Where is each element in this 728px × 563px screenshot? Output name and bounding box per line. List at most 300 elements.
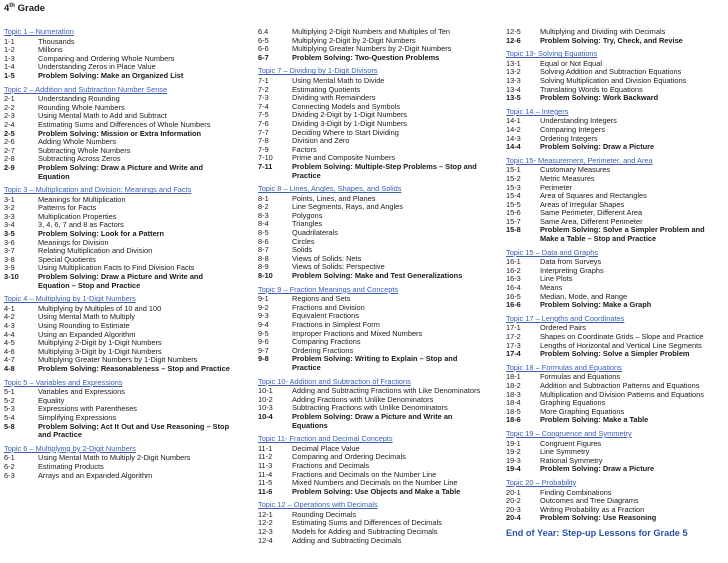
lesson-number: 7-5	[258, 110, 269, 120]
lesson-number: 3-6	[4, 237, 15, 247]
lesson-title: Comparing and Ordering Decimals	[292, 452, 406, 462]
lesson-title: Multiplying 2-Digit by 2-Digit Numbers	[292, 35, 416, 45]
column-1	[4, 28, 230, 485]
lesson-number: 8-1	[258, 193, 269, 203]
lesson-number: 12-5	[506, 27, 521, 36]
lesson-title: Improper Fractions and Mixed Numbers	[292, 328, 423, 338]
topic-heading: Topic 3 – Multiplication and Division: Meanings and Facts	[4, 185, 192, 195]
lesson-title: Fractions in Simplest Form	[292, 320, 380, 329]
topic-section	[506, 315, 724, 359]
lesson-title: Triangles	[292, 219, 323, 229]
lesson-number: 3-9	[4, 263, 15, 273]
lesson-number: 17-4	[506, 349, 521, 359]
lesson-number: 20-4	[506, 513, 521, 523]
lesson-title: Formulas and Equations	[540, 372, 621, 382]
lesson-number: 17-3	[506, 340, 521, 350]
lesson-number: 11-5	[258, 478, 273, 488]
lesson-number: 13-2	[506, 67, 521, 77]
lesson-number: 4-3	[4, 321, 15, 330]
lesson-number: 9-5	[258, 328, 269, 338]
lesson-number: 6-5	[258, 35, 269, 45]
topic-heading: Topic 12 – Operations with Decimals	[258, 500, 378, 510]
lesson-number: 13-4	[506, 84, 521, 94]
lesson-number: 5-4	[4, 412, 15, 422]
lesson-title: Problem Solving: Solve a Simpler Problem and Make a Table – Stop and Practice	[540, 225, 705, 244]
lesson-title: Polygons	[292, 210, 323, 220]
lesson-title: Comparing Integers	[540, 124, 605, 134]
lesson-title: Multiplying 2-Digit by 1-Digit Numbers	[38, 338, 162, 348]
lesson-row	[506, 175, 724, 184]
lesson-row	[506, 440, 724, 449]
lesson-number: 2-8	[4, 154, 15, 164]
lesson-title: 3, 4, 6, 7 and 8 as Factors	[38, 220, 124, 230]
lesson-number: 10-3	[258, 403, 273, 413]
lesson-title: Using Rounding to Estimate	[38, 321, 130, 330]
lesson-number: 10-2	[258, 394, 273, 404]
lesson-number: 11-1	[258, 443, 273, 453]
lesson-number: 20-1	[506, 487, 521, 497]
lesson-title: Problem Solving: Multiple-Step Problems – Stop and Practice	[292, 161, 477, 180]
lesson-title: Problem Solving: Act It Out and Use Reasoning – Stop and Practice	[38, 421, 230, 440]
lesson-number: 18-4	[506, 398, 521, 408]
lesson-title: Special Quotients	[38, 254, 96, 264]
topic-section	[4, 28, 230, 81]
lesson-title: Adding Whole Numbers	[38, 137, 117, 147]
lesson-number: 6.4	[258, 27, 269, 36]
lesson-number: 7-6	[258, 118, 269, 128]
lesson-row	[506, 465, 724, 474]
topic-section	[4, 86, 230, 182]
lesson-row	[258, 355, 483, 372]
lesson-number: 20-3	[506, 504, 521, 514]
lesson-row	[506, 37, 724, 46]
lesson-row	[4, 164, 230, 181]
lesson-number: 6-7	[258, 52, 269, 62]
lesson-title: Using Multiplication Facts to Find Division Facts	[38, 263, 195, 273]
lesson-number: 16-6	[506, 300, 521, 310]
topic-section	[4, 379, 230, 440]
lesson-title: Problem Solving: Reasonableness – Stop and Practice	[38, 363, 230, 373]
lesson-row	[506, 117, 724, 126]
lesson-number: 7-11	[258, 161, 273, 171]
lesson-title: Problem Solving: Draw a Picture	[540, 142, 655, 152]
topic-heading: Topic 9 – Fraction Meanings and Concepts	[258, 284, 399, 294]
lesson-row	[258, 537, 483, 546]
lesson-title: Variables and Expressions	[38, 387, 125, 397]
lesson-number: 8-5	[258, 228, 269, 238]
lesson-number: 12-1	[258, 509, 273, 519]
lesson-number: 12-3	[258, 527, 273, 537]
lesson-title: Subtracting Across Zeros	[38, 154, 121, 164]
lesson-title: Estimating Quotients	[292, 84, 361, 94]
lesson-title: Ordering Integers	[540, 133, 598, 143]
lesson-number: 16-4	[506, 283, 521, 293]
lesson-number: 2-5	[4, 128, 15, 138]
lesson-title: Perimeter	[540, 182, 573, 192]
topic-section	[258, 67, 483, 180]
lesson-number: 19-4	[506, 464, 521, 474]
lesson-number: 11-4	[258, 469, 273, 479]
lesson-title: Estimating Sums and Differences of Decimals	[292, 518, 442, 528]
lesson-title: Understanding Zeros in Place Value	[38, 62, 156, 72]
lesson-title: Equal or Not Equal	[540, 58, 603, 68]
lesson-number: 12-2	[258, 518, 273, 528]
lesson-number: 2-7	[4, 145, 15, 155]
lesson-title: Problem Solving: Look for a Pattern	[38, 229, 165, 239]
lesson-number: 9-8	[258, 354, 269, 364]
lesson-number: 7-1	[258, 75, 269, 85]
lesson-title: Outcomes and Tree Diagrams	[540, 496, 639, 506]
lesson-title: Points, Lines, and Planes	[292, 193, 376, 203]
lesson-title: Line Segments, Rays, and Angles	[292, 202, 403, 212]
lesson-number: 1-4	[4, 62, 15, 72]
lesson-title: Rounding Whole Numbers	[38, 102, 125, 112]
lesson-title: Rational Symmetry	[540, 455, 603, 465]
lesson-title: Shapes on Coordinate Grids – Slope and Practice	[540, 332, 704, 341]
lesson-row	[4, 72, 230, 81]
lesson-number: 7-10	[258, 153, 273, 163]
lesson-number: 10-4	[258, 411, 273, 421]
lesson-title: Solving Multiplication and Division Equations	[540, 75, 687, 85]
lesson-row	[258, 488, 483, 497]
lesson-number: 4-5	[4, 338, 15, 348]
lesson-number: 2-4	[4, 119, 15, 129]
lesson-row	[506, 514, 724, 523]
lesson-number: 6-6	[258, 44, 269, 54]
lesson-number: 7-4	[258, 101, 269, 111]
lesson-title: Comparing Fractions	[292, 337, 361, 347]
lesson-title: Adding and Subtracting Fractions with Like Denominators	[292, 386, 481, 396]
lesson-title: Estimating Products	[38, 461, 104, 471]
lesson-title: Multiplication Properties	[38, 211, 117, 221]
lesson-number: 8-2	[258, 202, 269, 212]
topic-heading: Topic 10- Addition and Subtraction of Fractions	[258, 376, 411, 386]
lesson-title: Multiplying 3-Digit by 1-Digit Numbers	[38, 346, 162, 356]
lesson-number: 15-4	[506, 191, 521, 201]
lesson-title: Multiplying Greater Numbers by 2-Digit Numbers	[292, 44, 452, 54]
lesson-row	[506, 126, 724, 135]
lesson-title: Meanings for Multiplication	[38, 194, 126, 204]
lesson-title: Models for Adding and Subtracting Decimals	[292, 527, 438, 537]
lesson-row	[506, 226, 724, 243]
lesson-title: Estimating Sums and Differences of Whole Numbers	[38, 119, 211, 129]
topic-section	[258, 501, 483, 545]
lesson-number: 7-2	[258, 84, 269, 94]
lesson-title: Problem Solving: Make a Table	[540, 415, 649, 425]
topic-heading: Topic 13- Solving Equations	[506, 49, 598, 59]
lesson-title: More Graphing Equations	[540, 406, 625, 416]
lesson-number: 16-3	[506, 274, 521, 284]
lesson-title: Means	[540, 283, 563, 293]
topic-heading: Topic 15 – Data and Graphs	[506, 247, 599, 257]
lesson-number: 18-2	[506, 380, 521, 390]
lesson-number: 17-2	[506, 332, 521, 341]
lesson-title: Fractions and Division	[292, 302, 365, 312]
lesson-title: Decimal Place Value	[292, 443, 360, 453]
topic-heading: Topic 11- Fraction and Decimal Concepts	[258, 434, 393, 444]
lesson-title: Problem Solving: Draw a Picture	[540, 464, 655, 474]
lesson-number: 8-4	[258, 219, 269, 229]
lesson-number: 3-8	[4, 254, 15, 264]
lesson-number: 9-4	[258, 320, 269, 329]
lesson-title: Interpreting Graphs	[540, 265, 604, 275]
lesson-title: Adding and Subtracting Decimals	[292, 535, 402, 545]
lesson-number: 2-6	[4, 137, 15, 147]
lesson-number: 1-1	[4, 36, 15, 46]
topic-heading: Topic 8 – Lines, Angles, Shapes, and Solids	[258, 184, 402, 194]
lesson-number: 14-1	[506, 116, 521, 126]
lesson-row	[506, 275, 724, 284]
lesson-number: 14-4	[506, 142, 521, 152]
topic-heading: Topic 15- Measurement, Perimeter, and Area	[506, 155, 653, 165]
topic-section	[4, 445, 230, 480]
lesson-row	[506, 166, 724, 175]
lesson-title: Same Area, Different Perimeter	[540, 216, 643, 226]
topic-section	[258, 378, 483, 431]
lesson-number: 5-3	[4, 404, 15, 414]
lesson-title: Fractions and Decimals on the Number Line	[292, 469, 437, 479]
lesson-title: Multiplying 2-Digit Numbers and Multiples of Ten	[292, 27, 451, 36]
topic-heading: Topic 2 – Addition and Subtraction Number Sense	[4, 84, 168, 94]
page-title: 4th Grade	[4, 3, 46, 15]
lesson-number: 16-5	[506, 291, 521, 301]
lesson-number: 3-4	[4, 220, 15, 230]
lesson-title: Millions	[38, 45, 63, 55]
lesson-number: 6-1	[4, 453, 15, 463]
lesson-row	[506, 267, 724, 276]
topic-heading: Topic 14 – Integers	[506, 106, 569, 116]
topic-section	[506, 430, 724, 474]
lesson-number: 8-3	[258, 210, 269, 220]
lesson-title: Problem Solving: Try, Check, and Revise	[540, 35, 683, 45]
lesson-title: Understanding Integers	[540, 116, 617, 126]
topic-heading: Topic 1 – Numeration	[4, 27, 74, 36]
lesson-number: 13-3	[506, 75, 521, 85]
lesson-number: 2-1	[4, 94, 15, 104]
lesson-title: Patterns for Facts	[38, 203, 97, 213]
lesson-title: Congruent Figures	[540, 438, 602, 448]
lesson-title: Same Perimeter, Different Area	[540, 208, 643, 218]
lesson-number: 5-1	[4, 387, 15, 397]
lesson-number: 10-1	[258, 386, 273, 396]
lesson-number: 11-6	[258, 486, 273, 496]
lesson-number: 20-2	[506, 496, 521, 506]
lesson-title: Problem Solving: Make an Organized List	[38, 70, 184, 80]
lesson-title: Problem Solving: Two-Question Problems	[292, 52, 440, 62]
lesson-title: Using Mental Math to Multiply	[38, 312, 135, 322]
lesson-title: Equality	[38, 395, 65, 405]
lesson-row	[506, 301, 724, 310]
lesson-row	[506, 448, 724, 457]
lesson-row	[506, 350, 724, 359]
lesson-title: Problem Solving: Make a Graph	[540, 300, 652, 310]
lesson-number: 2-9	[4, 162, 15, 172]
topic-heading: Topic 19 – Congruence and Symmetry	[506, 428, 632, 438]
lesson-number: 18-6	[506, 415, 521, 425]
lesson-title: Translating Words to Equations	[540, 84, 643, 94]
lesson-title: Using Mental Math to Add and Subtract	[38, 111, 167, 121]
topic-heading: Topic 5 – Variables and Expressions	[4, 377, 123, 387]
topic-section	[506, 249, 724, 310]
lesson-number: 3-2	[4, 203, 15, 213]
lesson-row	[4, 472, 230, 481]
lesson-number: 15-5	[506, 199, 521, 209]
topic-heading: Topic 20 – Probability	[506, 477, 577, 487]
lesson-number: 19-1	[506, 438, 521, 448]
lesson-title: Multiplying Greater Numbers by 1-Digit Numbers	[38, 355, 198, 365]
lesson-title: Circles	[292, 236, 315, 246]
lesson-title: Adding Fractions with Unlike Denominators	[292, 394, 434, 404]
lesson-title: Using Mental Math to Divide	[292, 75, 385, 85]
lesson-row	[258, 272, 483, 281]
topic-section	[258, 286, 483, 373]
lesson-title: Metric Measures	[540, 173, 595, 183]
lesson-title: Subtracting Whole Numbers	[38, 145, 131, 155]
lesson-number: 18-1	[506, 372, 521, 382]
lesson-number: 16-1	[506, 257, 521, 267]
lesson-title: Understanding Rounding	[38, 94, 120, 104]
lesson-title: Customary Measures	[540, 165, 611, 175]
lesson-number: 3-7	[4, 246, 15, 256]
lesson-row	[506, 258, 724, 267]
lesson-number: 4-2	[4, 312, 15, 322]
lesson-title: Regions and Sets	[292, 294, 351, 304]
lesson-number: 15-3	[506, 182, 521, 192]
lesson-title: Problem Solving: Use Reasoning	[540, 513, 657, 523]
lesson-number: 7-3	[258, 93, 269, 103]
lesson-title: Subtracting Fractions with Unlike Denominators	[292, 403, 448, 413]
lesson-title: Addition and Subtraction Patterns and Equations	[540, 380, 700, 390]
lesson-number: 14-2	[506, 124, 521, 134]
lesson-number: 7-8	[258, 136, 269, 146]
lesson-number: 15-7	[506, 216, 521, 226]
lesson-title: Simplifying Expressions	[38, 412, 117, 422]
lesson-title: Ordering Fractions	[292, 345, 354, 355]
lesson-title: Lengths of Horizontal and Vertical Line Segments	[540, 340, 702, 350]
lesson-number: 17-1	[506, 323, 521, 333]
lesson-title: Problem Solving: Draw a Picture and Write and Equation – Stop and Practice	[38, 272, 203, 290]
lesson-title: Data from Surveys	[540, 257, 602, 267]
lesson-title: Fractions and Decimals	[292, 460, 370, 470]
lesson-title: Problem Solving: Work Backward	[540, 93, 659, 103]
lesson-number: 18-3	[506, 389, 521, 399]
lesson-title: Multiplying and Dividing with Decimals	[540, 27, 666, 36]
lesson-number: 8-6	[258, 236, 269, 246]
lesson-title: Using Mental Math to Multiply 2-Digit Numbers	[38, 453, 191, 463]
lesson-number: 4-1	[4, 303, 15, 313]
lesson-number: 6-2	[4, 461, 15, 471]
lesson-title: Comparing and Ordering Whole Numbers	[38, 53, 175, 63]
topic-heading: Topic 7 – Dividing by 1-Digit Divisors	[258, 66, 378, 76]
lesson-number: 11-3	[258, 460, 273, 470]
lesson-title: Factors	[292, 144, 317, 154]
lesson-number: 8-9	[258, 262, 269, 272]
lesson-title: Solving Addition and Subtraction Equations	[540, 67, 682, 77]
lesson-title: Expressions with Parentheses	[38, 404, 138, 414]
lesson-number: 1-3	[4, 53, 15, 63]
lesson-title: Area of Squares and Rectangles	[540, 191, 647, 201]
topic-section	[506, 157, 724, 244]
lesson-number: 4-8	[4, 363, 15, 373]
lesson-number: 13-5	[506, 93, 521, 103]
lesson-number: 16-2	[506, 265, 521, 275]
lesson-title: Problem Solving: Solve a Simpler Problem	[540, 349, 690, 359]
lesson-row	[506, 94, 724, 103]
lesson-number: 5-8	[4, 421, 15, 431]
lesson-number: 9-1	[258, 294, 269, 304]
lesson-number: 15-6	[506, 208, 521, 218]
lesson-title: Problem Solving: Writing to Explain – Stop and Practice	[292, 354, 458, 372]
lesson-number: 4-6	[4, 346, 15, 356]
lesson-title: Rounding Decimals	[292, 509, 357, 519]
lesson-title: Connecting Models and Symbols	[292, 101, 401, 111]
topic-section	[4, 186, 230, 290]
lesson-title: Problem Solving: Draw a Picture and Write an Equations	[292, 411, 453, 430]
lesson-number: 14-3	[506, 133, 521, 143]
lesson-row	[258, 54, 483, 63]
lesson-row	[4, 423, 230, 440]
lesson-number: 4-4	[4, 329, 15, 339]
lesson-title: Line Symmetry	[540, 447, 590, 457]
lesson-title: Views of Solids: Perspective	[292, 262, 385, 272]
lesson-title: Division and Zero	[292, 136, 350, 146]
column-3	[506, 28, 724, 537]
lesson-number: 8-10	[258, 271, 273, 281]
lesson-row	[506, 391, 724, 400]
lesson-number: 7-7	[258, 127, 269, 137]
lesson-number: 19-3	[506, 455, 521, 465]
lesson-title: Thousands	[38, 36, 75, 46]
lesson-number: 3-10	[4, 272, 19, 282]
lesson-title: Problem Solving: Mission or Extra Information	[38, 128, 202, 138]
lesson-number: 9-6	[258, 337, 269, 347]
topic-heading: Topic 6 – Multiplying by 2-Digit Numbers	[4, 443, 136, 453]
lesson-number: 9-3	[258, 311, 269, 321]
lesson-number: 13-1	[506, 58, 521, 68]
lesson-title: Views of Solids: Nets	[292, 253, 362, 263]
lesson-title: Problem Solving: Use Objects and Make a Table	[292, 486, 461, 496]
lesson-title: Line Plots	[540, 274, 573, 284]
topic-heading: Topic 17 – Lengths and Coordinates	[506, 313, 625, 323]
lesson-title: Writing Probability as a Fraction	[540, 504, 645, 514]
topic-section	[506, 479, 724, 523]
lesson-number: 8-7	[258, 245, 269, 255]
lesson-title: Ordered Pairs	[540, 323, 587, 333]
lesson-title: Prime and Composite Numbers	[292, 153, 396, 163]
topic-section	[506, 50, 724, 103]
lesson-title: Mixed Numbers and Decimals on the Number Line	[292, 478, 458, 488]
topic-section	[506, 108, 724, 152]
topic-section	[4, 295, 230, 373]
lesson-number: 12-6	[506, 35, 521, 45]
lesson-row	[4, 365, 230, 374]
lesson-title: Finding Combinations	[540, 487, 612, 497]
topic-section	[258, 435, 483, 496]
lesson-number: 2-2	[4, 102, 15, 112]
lesson-number: 15-8	[506, 225, 521, 235]
lesson-title: Dividing with Remainders	[292, 93, 376, 103]
topic-section	[258, 185, 483, 281]
lesson-row	[4, 273, 230, 290]
lesson-number: 5-2	[4, 395, 15, 405]
lesson-title: Multiplication and Division Patterns and Equations	[540, 389, 704, 399]
lesson-title: Deciding Where to Start Dividing	[292, 127, 399, 137]
lesson-number: 6-3	[4, 470, 15, 480]
lesson-title: Dividing 2-Digit by 1-Digit Numbers	[292, 110, 408, 120]
lesson-title: Solids	[292, 245, 313, 255]
lesson-number: 2-3	[4, 111, 15, 121]
lesson-title: Using an Expanded Algorithm	[38, 329, 136, 339]
